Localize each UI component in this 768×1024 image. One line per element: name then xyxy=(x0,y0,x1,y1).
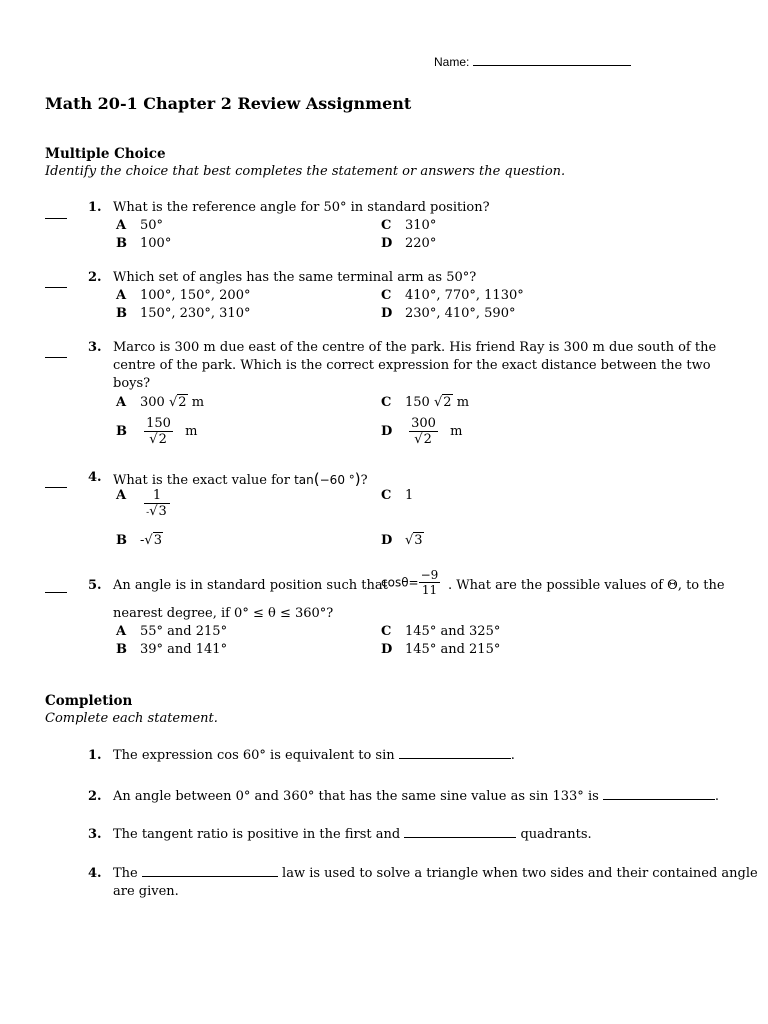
sqrt-symbol: √2 xyxy=(168,395,187,410)
q1-option-d[interactable]: D 220° xyxy=(381,236,437,251)
completion-blank-2[interactable] xyxy=(603,799,715,800)
q3-option-c[interactable]: C 150 √2 m xyxy=(381,395,470,410)
completion-blank-3[interactable] xyxy=(404,837,516,838)
answer-blank-q2[interactable] xyxy=(45,287,67,288)
page-title: Math 20-1 Chapter 2 Review Assignment xyxy=(45,94,412,113)
completion-item-4-line2: are given. xyxy=(113,884,179,899)
fraction: $\frac{1}{-√3}$ xyxy=(144,488,170,519)
sqrt-symbol: √3 xyxy=(405,533,423,548)
q2-option-a[interactable]: A 100°, 150°, 200° xyxy=(116,288,251,303)
q4-option-a[interactable]: A $\frac{1}{-√3}$ xyxy=(116,488,170,519)
completion-blank-1[interactable] xyxy=(399,758,511,759)
q1-option-c[interactable]: C 310° xyxy=(381,218,437,233)
q3-number: 3. xyxy=(88,340,102,355)
completion-heading: Completion xyxy=(45,693,133,709)
q2-text: Which set of angles has the same terminal arm as 50°? xyxy=(113,270,477,285)
q3-text-line1: Marco is 300 m due east of the centre of the park. His friend Ray is 300 m due south of the xyxy=(113,340,717,355)
q5-option-b[interactable]: B 39° and 141° xyxy=(116,642,228,657)
answer-blank-q5[interactable] xyxy=(45,592,67,593)
answer-blank-q1[interactable] xyxy=(45,218,67,219)
fraction: $\frac{150}{√2}$ xyxy=(146,416,171,447)
q2-option-d[interactable]: D 230°, 410°, 590° xyxy=(381,306,516,321)
mc-heading: Multiple Choice xyxy=(45,146,166,162)
q1-option-a[interactable]: A 50° xyxy=(116,218,164,233)
sqrt-symbol: √3 xyxy=(144,533,162,548)
q1-option-b[interactable]: B 100° xyxy=(116,236,172,251)
q4-option-c[interactable]: C 1 xyxy=(381,488,414,503)
q3-option-b[interactable]: B $\frac{150}{√2}$ m xyxy=(116,416,198,447)
completion-item-3: 3. The tangent ratio is positive in the first and quadrants. xyxy=(88,827,592,842)
q1-text: What is the reference angle for 50° in standard position? xyxy=(113,200,490,215)
completion-item-4: 4. The law is used to solve a triangle when two sides and their contained angle xyxy=(88,866,758,881)
name-field[interactable] xyxy=(434,55,631,69)
completion-item-2: 2. An angle between 0° and 360° that has the same sine value as sin 133° is . xyxy=(88,789,720,804)
answer-blank-q4[interactable] xyxy=(45,487,67,488)
q1-number: 1. xyxy=(88,200,102,215)
completion-instruction: Complete each statement. xyxy=(45,711,218,726)
q3-text-line2: centre of the park. Which is the correct expression for the exact distance between the two xyxy=(113,358,711,373)
q3-text-line3: boys? xyxy=(113,376,151,391)
fraction: $\frac{300}{√2}$ xyxy=(411,416,436,447)
mc-instruction: Identify the choice that best completes the statement or answers the question. xyxy=(45,164,566,179)
q4-option-b[interactable]: B -√3 xyxy=(116,533,162,548)
q5-number: 5. xyxy=(88,578,102,593)
answer-blank-q3[interactable] xyxy=(45,357,67,358)
q2-option-c[interactable]: C 410°, 770°, 1130° xyxy=(381,288,524,303)
completion-blank-4[interactable] xyxy=(142,876,278,877)
q5-text-line2: nearest degree, if 0° ≤ θ ≤ 360°? xyxy=(113,606,334,621)
q2-option-b[interactable]: B 150°, 230°, 310° xyxy=(116,306,251,321)
completion-item-1: 1. The expression cos 60° is equivalent to sin . xyxy=(88,748,515,763)
q5-option-a[interactable]: A 55° and 215° xyxy=(116,624,228,639)
q5-option-c[interactable]: C 145° and 325° xyxy=(381,624,501,639)
q5-formula: cosθ= $\frac{-9}{11}$ xyxy=(381,568,439,597)
name-blank[interactable] xyxy=(473,65,631,66)
q4-option-d[interactable]: D √3 xyxy=(381,533,423,548)
q3-option-d[interactable]: D $\frac{300}{√2}$ m xyxy=(381,416,463,447)
q4-text: What is the exact value for tan(−60 °)? xyxy=(113,470,368,488)
q5-option-d[interactable]: D 145° and 215° xyxy=(381,642,501,657)
q3-option-a[interactable]: A 300 √2 m xyxy=(116,395,205,410)
q4-number: 4. xyxy=(88,470,102,485)
sqrt-symbol: √2 xyxy=(433,395,452,410)
name-label: Name: xyxy=(434,55,470,69)
q5-text-pre: An angle is in standard position such that xyxy=(113,578,388,593)
q5-text-post: . What are the possible values of Θ, to the xyxy=(448,578,725,593)
q2-number: 2. xyxy=(88,270,102,285)
